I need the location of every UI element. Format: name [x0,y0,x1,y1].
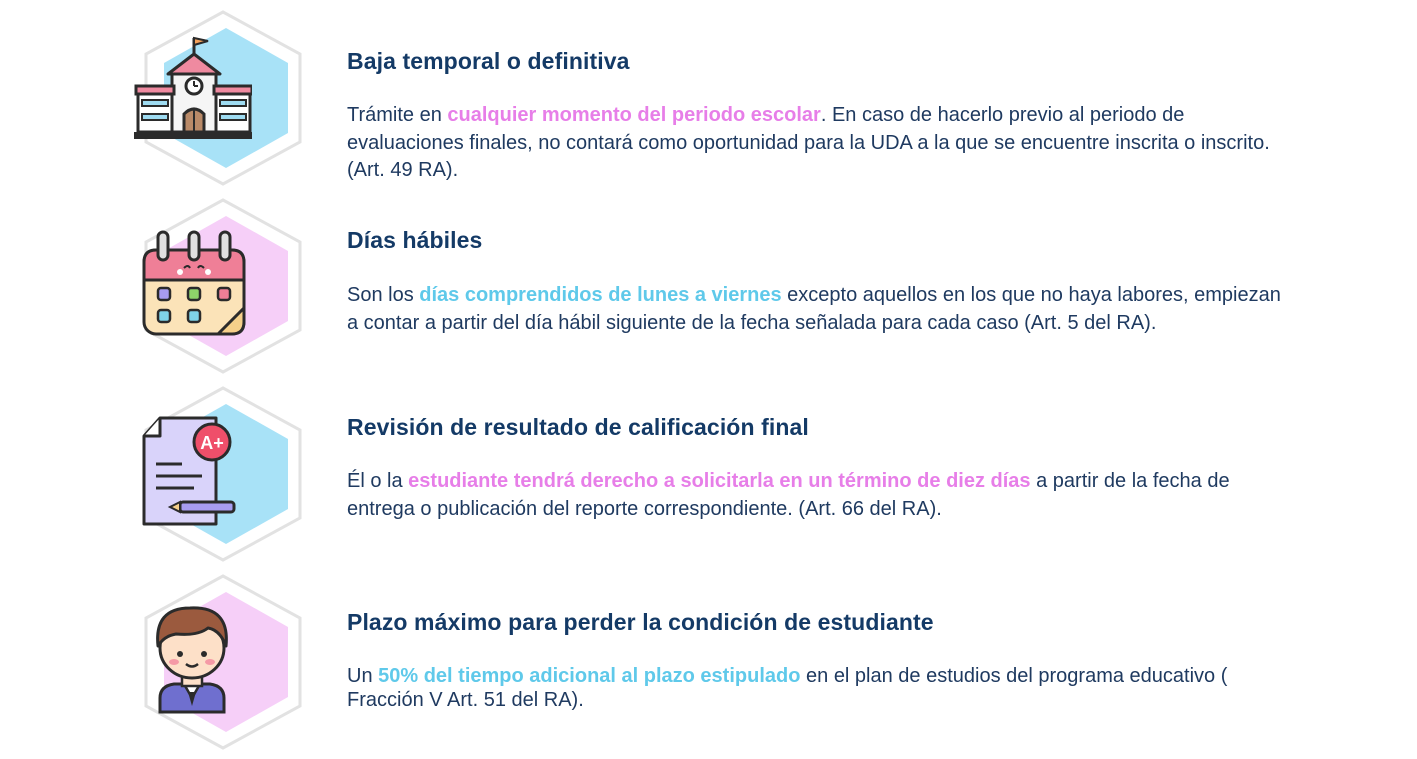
graded-document-icon [132,406,252,526]
text-before: Trámite en [347,104,448,126]
hexagon-badge [128,384,308,564]
item-title: Plazo máximo para perder la condición de estudiante [347,609,934,635]
text-before: Él o la [347,470,409,492]
calendar-icon [132,218,252,338]
highlight-text: 50% del tiempo adicional al plazo estipulado [378,665,801,687]
item-description [347,468,1297,523]
text-before: Un [347,665,379,687]
text-after: excepto aquellos en los que no haya labores, empiezan a contar a partir del día hábil siguiente de la fecha señalada para cada caso (Art. 5 del RA). [347,284,1281,334]
text-after: en el plan de estudios del programa educativo ( Fracción V Art. 51 del RA). [347,665,1228,711]
item-title: Revisión de resultado de calificación final [347,414,809,440]
item-title: Baja temporal o definitiva [347,48,630,74]
text-after: a partir de la fecha de entrega o publicación del reporte correspondiente. (Art. 66 del RA). [347,470,1230,520]
text-after: . En caso de hacerlo previo al periodo de evaluaciones finales, no contará como oportunidad para la UDA a la que se encuentre inscrita o inscrito. (Art. 49 RA). [347,104,1270,181]
item-description [347,102,1297,185]
item-title: Días hábiles [347,227,483,253]
hexagon-badge [128,196,308,376]
school-building-icon [132,30,252,150]
item-description [347,282,1297,337]
highlight-text: cualquier momento del periodo escolar [447,104,821,126]
hexagon-badge [128,8,308,188]
text-before: Son los [347,284,420,306]
highlight-text: estudiante tendrá derecho a solicitarla en un término de diez días [408,470,1031,492]
hexagon-badge [128,572,308,752]
grade-badge-text: A+ [200,433,224,453]
highlight-text: días comprendidos de lunes a viernes [419,284,782,306]
item-description [347,664,1297,712]
student-avatar-icon [132,594,252,714]
